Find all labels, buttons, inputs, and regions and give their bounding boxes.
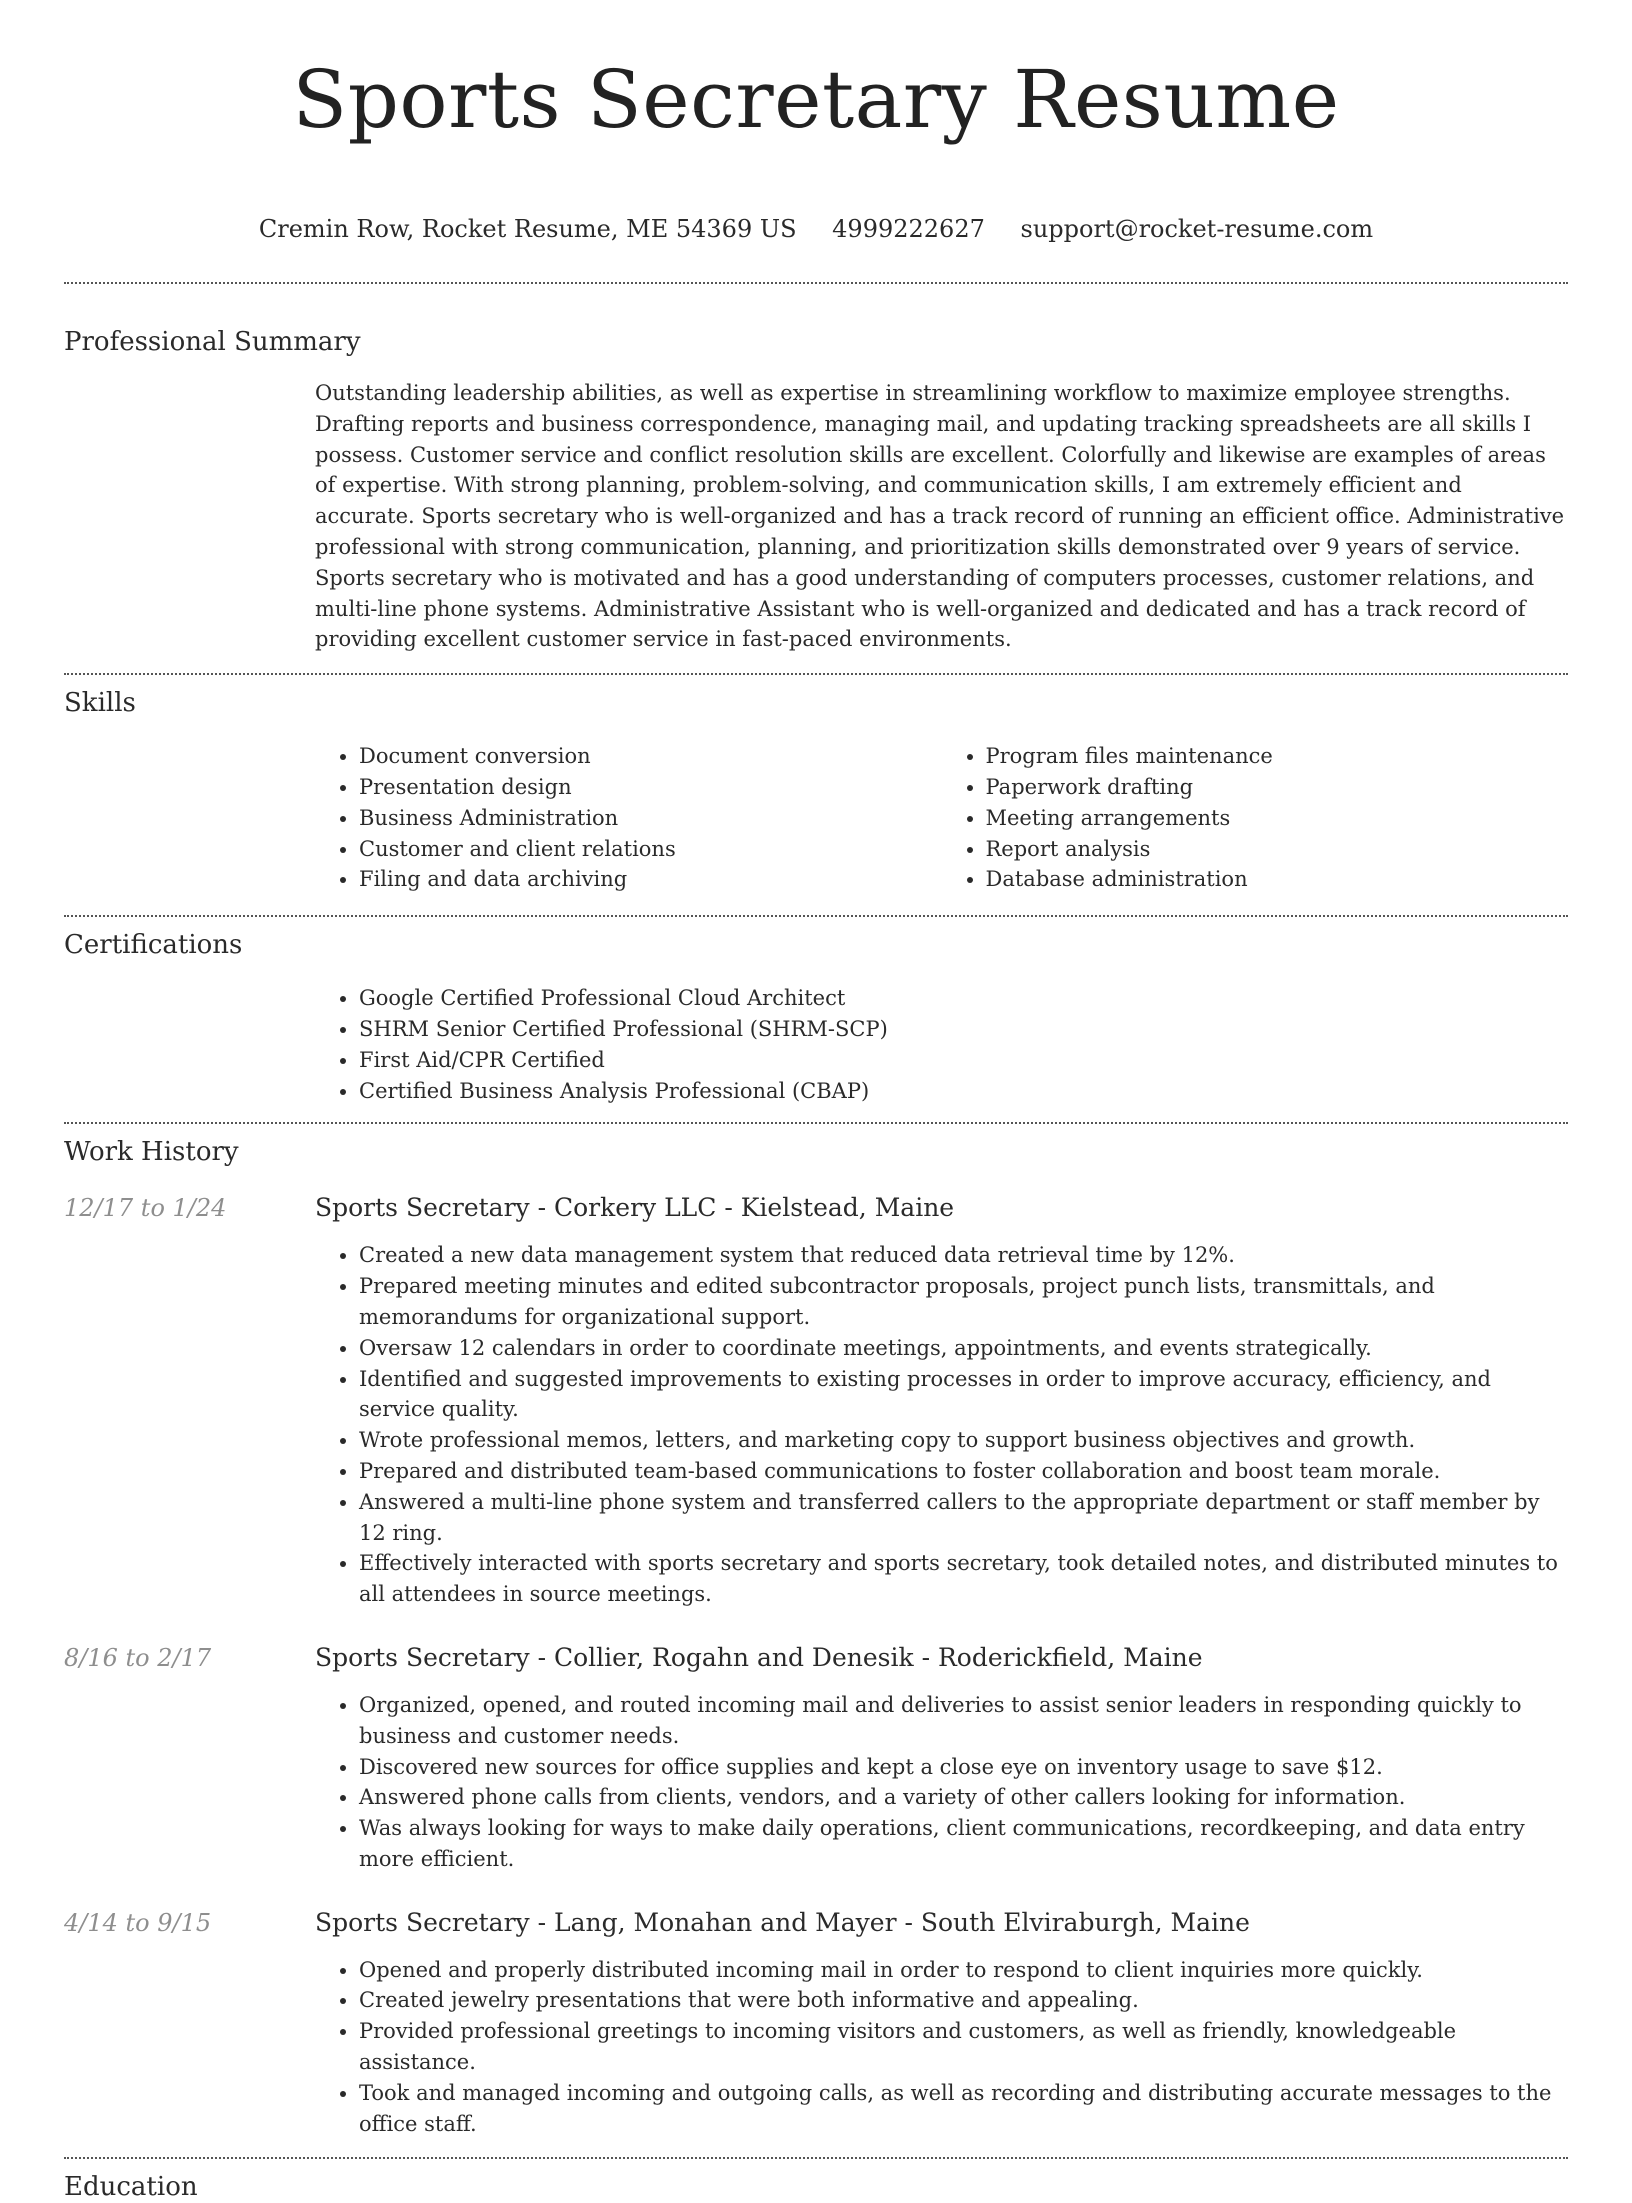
contact-phone: 4999222627	[832, 215, 985, 243]
job-bullets	[315, 1690, 1568, 1875]
job-bullet: • Wrote professional memos, letters, and marketing copy to support business objectives and growth.	[359, 1425, 1568, 1456]
job-dates: 8/16 to 2/17	[64, 1643, 212, 1672]
job-header	[64, 1907, 1568, 1939]
job-bullet: • Was always looking for ways to make daily operations, client communications, recordkeeping, and data entry more efficient.	[359, 1813, 1568, 1875]
skills-column-left	[315, 741, 942, 895]
skill-item: • Presentation design	[359, 772, 942, 803]
job-bullet: • Opened and properly distributed incoming mail in order to respond to client inquiries more quickly.	[359, 1955, 1568, 1986]
job-title: Sports Secretary - Corkery LLC - Kielstead, Maine	[315, 1193, 955, 1223]
section-title-certifications: Certifications	[64, 930, 243, 961]
divider	[64, 2157, 1568, 2159]
skill-item: • Business Administration	[359, 803, 942, 834]
certification-item: • First Aid/CPR Certified	[359, 1045, 1568, 1076]
job-bullet: • Prepared meeting minutes and edited subcontractor proposals, project punch lists, transmittals, and memorandums for organizational support.	[359, 1271, 1568, 1333]
certification-item: • Certified Business Analysis Professional (CBAP)	[359, 1076, 1568, 1107]
skills-list	[315, 741, 1568, 895]
job-bullet: • Identified and suggested improvements to existing processes in order to improve accuracy, efficiency, and service quality.	[359, 1364, 1568, 1426]
skill-item: • Meeting arrangements	[986, 803, 1569, 834]
section-title-summary: Professional Summary	[64, 327, 361, 357]
contact-line	[64, 214, 1568, 244]
skill-item: • Database administration	[986, 864, 1569, 895]
job-bullet: • Organized, opened, and routed incoming mail and deliveries to assist senior leaders in responding quickly to business and customer needs.	[359, 1690, 1568, 1752]
divider	[64, 915, 1568, 917]
skill-item: • Report analysis	[986, 834, 1569, 865]
job-bullet: • Discovered new sources for office supplies and kept a close eye on inventory usage to save $12.	[359, 1752, 1568, 1783]
job-bullet: • Provided professional greetings to incoming visitors and customers, as well as friendly, knowledgeable assistance.	[359, 2016, 1568, 2078]
skill-item: • Document conversion	[359, 741, 942, 772]
job-header	[64, 1192, 1568, 1224]
skill-item: • Customer and client relations	[359, 834, 942, 865]
section-title-work-history: Work History	[64, 1137, 239, 1168]
skill-item: • Program files maintenance	[986, 741, 1569, 772]
job-title: Sports Secretary - Collier, Rogahn and Denesik - Roderickfield, Maine	[315, 1642, 1203, 1672]
resume-page	[64, 0, 1568, 2203]
resume-title: Sports Secretary Resume	[292, 53, 1340, 146]
section-title-skills: Skills	[64, 688, 136, 719]
job-bullet: • Oversaw 12 calendars in order to coordinate meetings, appointments, and events strategically.	[359, 1333, 1568, 1364]
job-bullet: • Created a new data management system that reduced data retrieval time by 12%.	[359, 1240, 1568, 1271]
divider	[64, 1122, 1568, 1124]
job-bullet: • Created jewelry presentations that were both informative and appealing.	[359, 1985, 1568, 2016]
summary-text: Outstanding leadership abilities, as well as expertise in streamlining workflow to maximize employee strengths. Drafting reports and business correspondence, managing mail, and updating tracking spreadsheets are all skills I possess. Customer service and conflict resolution skills are excellent. Colorfully and likewise are examples of areas of expertise. With strong planning, problem-solving, and communication skills, I am extremely efficient and accurate. Sports secretary who is well-organized and has a track record of running an efficient office. Administrative professional with strong communication, planning, and prioritization skills demonstrated over 9 years of service. Sports secretary who is motivated and has a good understanding of computers processes, customer relations, and multi-line phone systems. Administrative Assistant who is well-organized and dedicated and has a track record of providing excellent customer service in fast-paced environments.	[315, 381, 1565, 652]
job-bullet: • Effectively interacted with sports secretary and sports secretary, took detailed notes, and distributed minutes to all attendees in source meetings.	[359, 1548, 1568, 1610]
job-title: Sports Secretary - Lang, Monahan and Mayer - South Elviraburgh, Maine	[315, 1907, 1250, 1937]
job-dates: 12/17 to 1/24	[64, 1194, 227, 1223]
contact-email: support@rocket-resume.com	[1020, 215, 1374, 243]
contact-address: Cremin Row, Rocket Resume, ME 54369 US	[258, 215, 797, 243]
skills-column-right	[942, 741, 1569, 895]
job-header	[64, 1642, 1568, 1674]
job-bullet: • Took and managed incoming and outgoing calls, as well as recording and distributing accurate messages to the office staff.	[359, 2078, 1568, 2140]
divider	[64, 673, 1568, 675]
skill-item: • Filing and data archiving	[359, 864, 942, 895]
job-bullet: • Prepared and distributed team-based communications to foster collaboration and boost team morale.	[359, 1456, 1568, 1487]
certification-item: • Google Certified Professional Cloud Architect	[359, 983, 1568, 1014]
job-bullet: • Answered phone calls from clients, vendors, and a variety of other callers looking for information.	[359, 1782, 1568, 1813]
divider	[64, 282, 1568, 284]
job-bullet: • Answered a multi-line phone system and transferred callers to the appropriate department or staff member by 12 ring.	[359, 1487, 1568, 1549]
skill-item: • Paperwork drafting	[986, 772, 1569, 803]
job-bullets	[315, 1240, 1568, 1610]
certifications-list	[315, 983, 1568, 1106]
section-title-education: Education	[64, 2172, 198, 2203]
certification-item: • SHRM Senior Certified Professional (SHRM-SCP)	[359, 1014, 1568, 1045]
job-dates: 4/14 to 9/15	[64, 1908, 212, 1937]
